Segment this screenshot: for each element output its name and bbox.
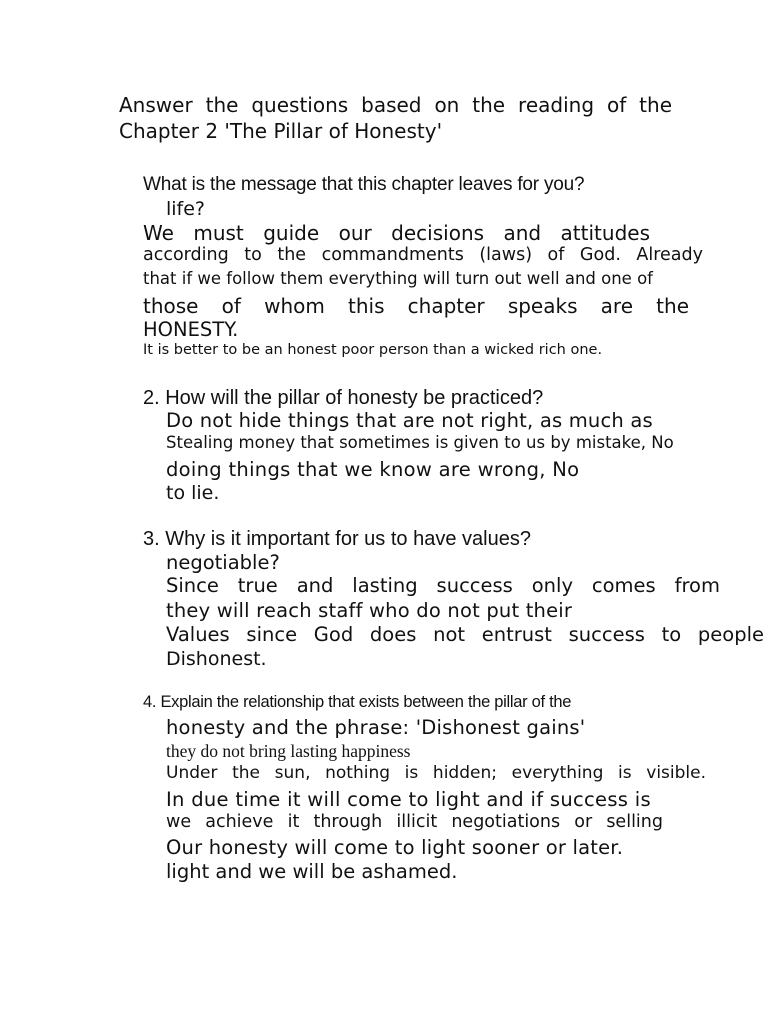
answer-1-line: We must guide our decisions and attitudes <box>143 221 650 245</box>
answer-4-line: light and we will be ashamed. <box>166 860 458 883</box>
answer-1-line: those of whom this chapter speaks are the <box>143 294 689 318</box>
question-4: 4. Explain the relationship that exists between the pillar of the <box>143 693 572 711</box>
answer-4-line: Under the sun, nothing is hidden; everything is visible. <box>166 763 706 783</box>
answer-4-line: honesty and the phrase: 'Dishonest gains' <box>166 716 586 739</box>
answer-1-line: HONESTY. <box>143 318 239 341</box>
answer-1-line: life? <box>166 198 206 220</box>
answer-2-line: Stealing money that sometimes is given to us by mistake, No <box>166 433 674 452</box>
intro-line-2: Chapter 2 'The Pillar of Honesty' <box>119 119 443 143</box>
intro-line-1: Answer the questions based on the reading of the <box>119 93 672 117</box>
answer-2-line: Do not hide things that are not right, as much as <box>166 409 653 432</box>
answer-1-line: that if we follow them everything will turn out well and one of <box>143 269 653 288</box>
answer-4-line: they do not bring lasting happiness <box>166 741 411 761</box>
question-3: 3. Why is it important for us to have values? <box>143 528 531 550</box>
answer-4-line: we achieve it through illicit negotiations or selling <box>166 812 663 832</box>
answer-2-line: to lie. <box>166 482 220 504</box>
answer-3-line: Values since God does not entrust success to people <box>166 623 764 646</box>
answer-4-line: In due time it will come to light and if success is <box>166 788 651 811</box>
answer-3-line: Since true and lasting success only comes from <box>166 574 720 597</box>
answer-2-line: doing things that we know are wrong, No <box>166 458 580 481</box>
answer-4-line: Our honesty will come to light sooner or later. <box>166 836 624 859</box>
answer-3-line: they will reach staff who do not put their <box>166 599 573 622</box>
answer-1-line: It is better to be an honest poor person than a wicked rich one. <box>143 342 603 358</box>
answer-1-line: according to the commandments (laws) of God. Already <box>143 245 703 265</box>
question-1: What is the message that this chapter leaves for you? <box>143 174 585 195</box>
question-2: 2. How will the pillar of honesty be practiced? <box>143 387 544 409</box>
answer-3-line: negotiable? <box>166 551 280 574</box>
answer-3-line: Dishonest. <box>166 648 267 670</box>
